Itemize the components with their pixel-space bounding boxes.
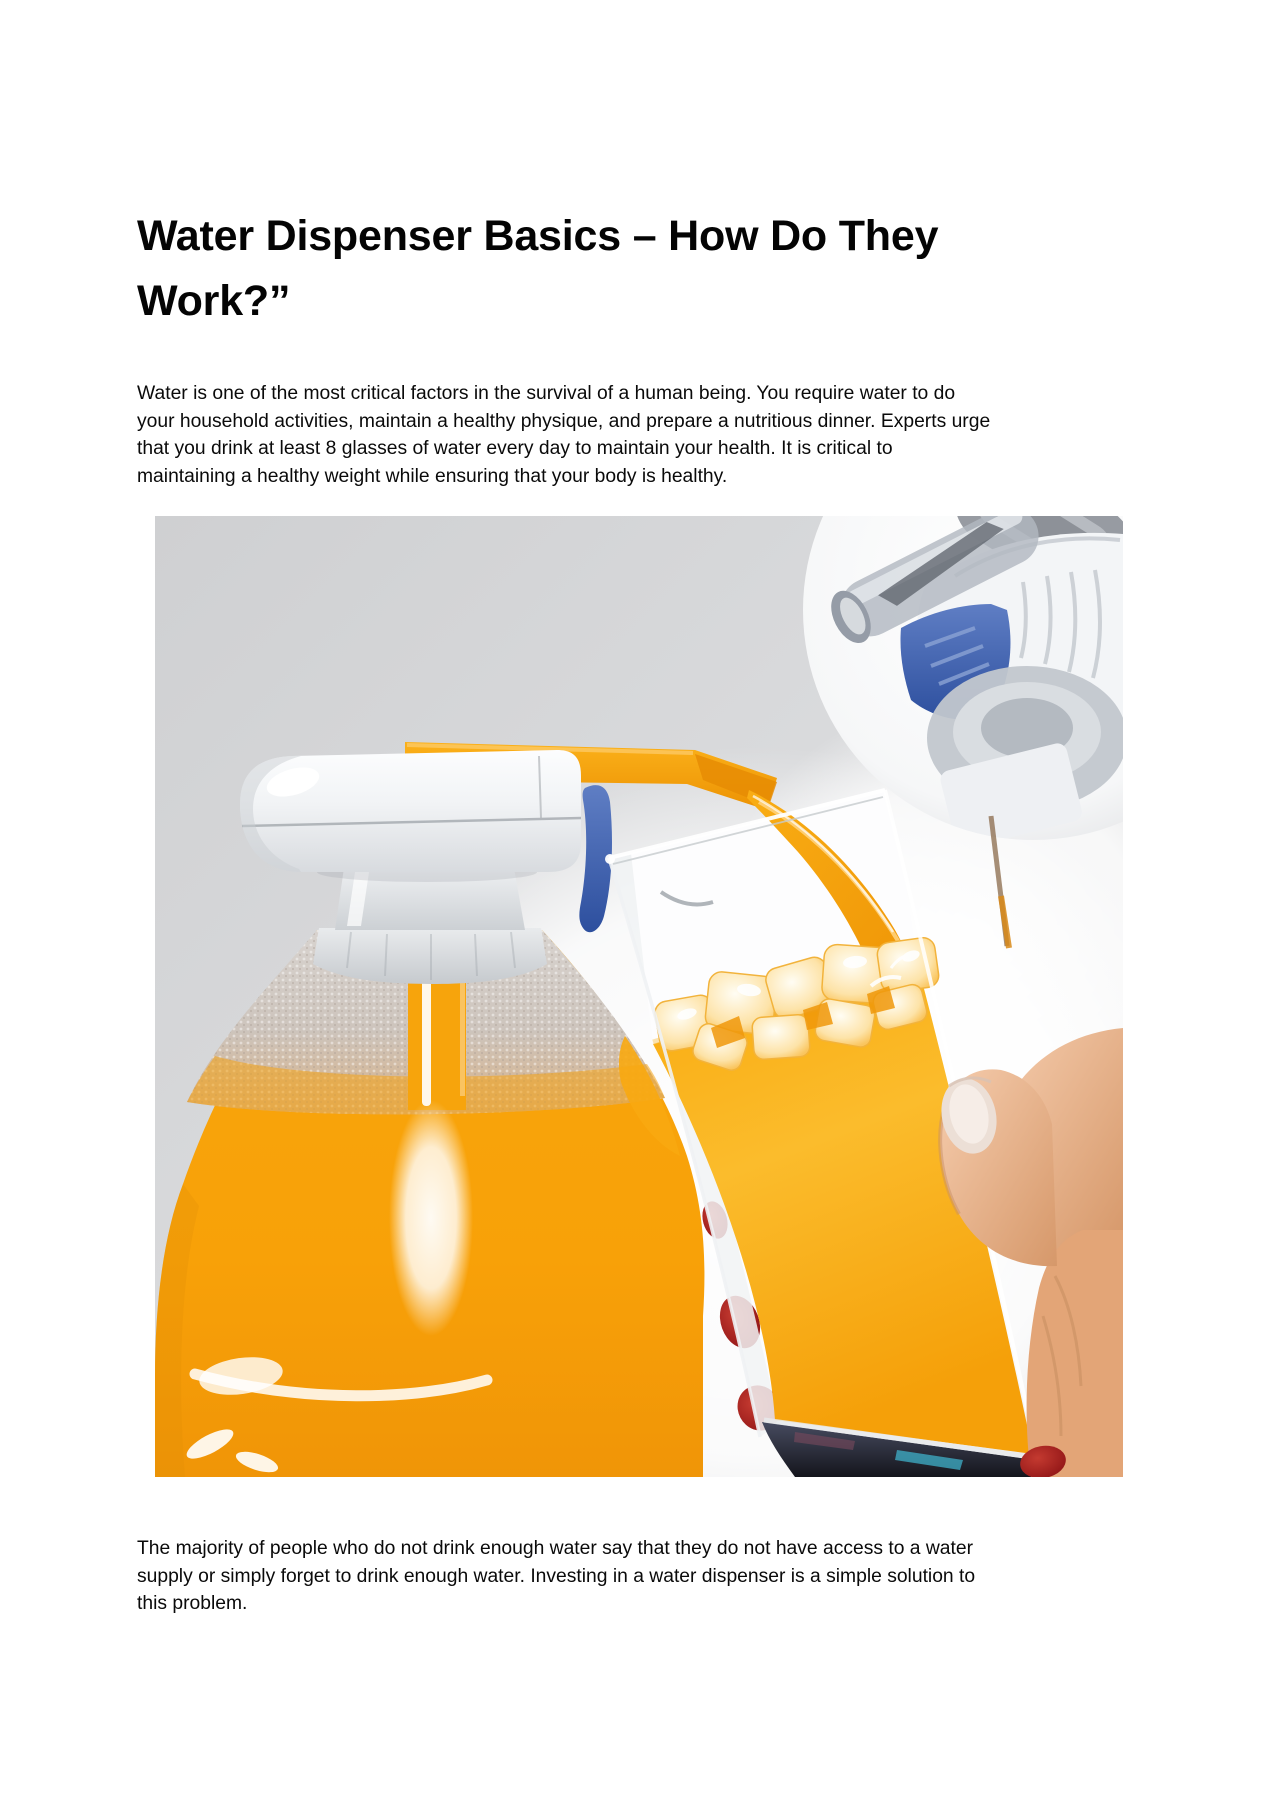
page-title: Water Dispenser Basics – How Do They Work?” — [137, 211, 939, 325]
intro-paragraph: Water is one of the most critical factors in the survival of a human being. You require water to do your household activities, maintain a healthy physique, and prepare a nutritious dinner. Experts urge that you drink at least 8 glasses of water every day to maintain your health. It is critical to maintaining a healthy weight while ensuring that your body is healthy. — [137, 383, 991, 488]
article-image — [155, 516, 1123, 1477]
bottle-cap — [313, 862, 547, 984]
dispenser-head — [240, 750, 581, 872]
closing-paragraph: The majority of people who do not drink enough water say that they do not have access to a water supply or simply forget to drink enough water. Investing in a water dispenser is a simple solution to this problem. — [137, 1538, 976, 1615]
juice-dispenser-photo — [155, 516, 1123, 1477]
